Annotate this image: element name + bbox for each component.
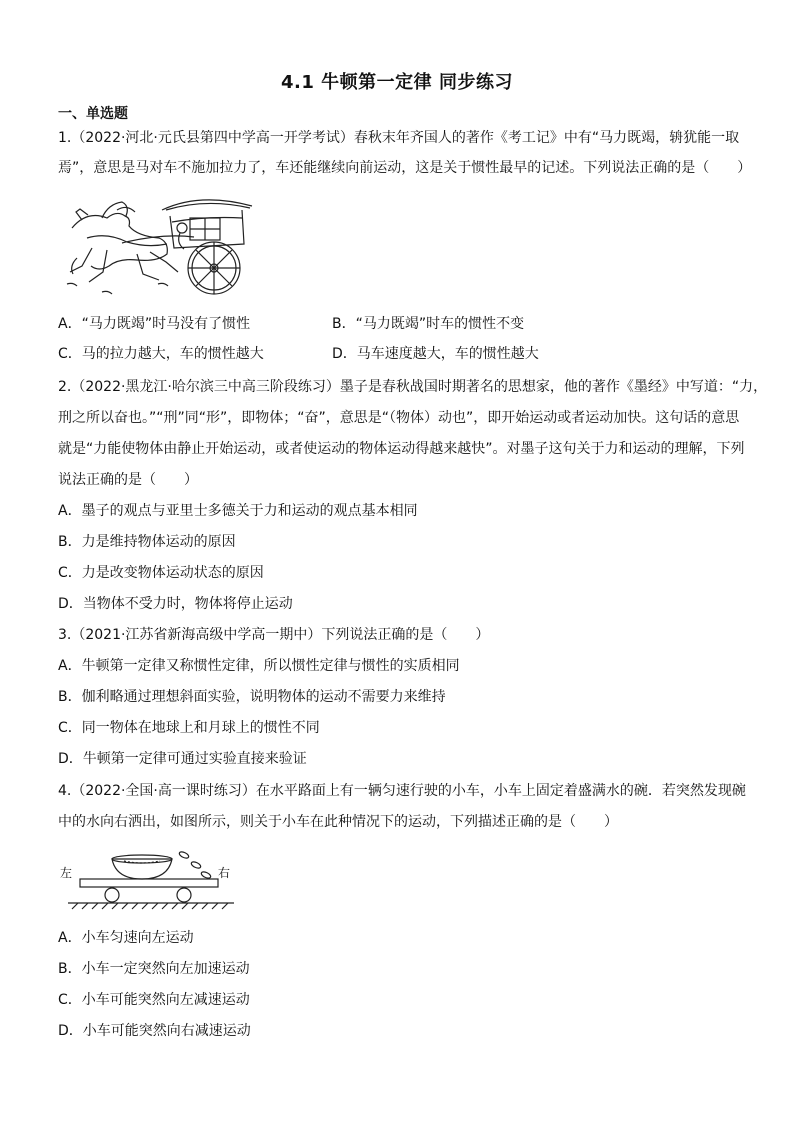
q1-option-c[interactable]: C．马的拉力越大，车的惯性越大 [58, 346, 264, 362]
horse-chariot-illustration [62, 188, 262, 300]
right-direction-label: 右 [218, 866, 231, 880]
q4-option-c[interactable]: C．小车可能突然向左减速运动 [58, 992, 250, 1008]
q1-stem-line-1: 1.（2022·河北·元氏县第四中学高一开学考试）春秋末年齐国人的著作《考工记》中有“马力既竭，辀犹能一取 [58, 130, 740, 146]
q2-stem-line-2: 刑之所以奋也。”“刑”同“形”，即物体；“奋”，意思是“（物体）动也”，即开始运动或者运动加快。这句话的意思 [58, 410, 740, 426]
q2-stem-line-1: 2.（2022·黑龙江·哈尔滨三中高三阶段练习）墨子是春秋战国时期著名的思想家，他的著作《墨经》中写道：“力， [58, 379, 768, 395]
q4-stem-line-2: 中的水向右洒出，如图所示，则关于小车在此种情况下的运动，下列描述正确的是（ ） [58, 814, 618, 830]
q2-option-b[interactable]: B．力是维持物体运动的原因 [58, 534, 236, 550]
q3-option-a[interactable]: A．牛顿第一定律又称惯性定律，所以惯性定律与惯性的实质相同 [58, 658, 460, 674]
q3-option-c[interactable]: C．同一物体在地球上和月球上的惯性不同 [58, 720, 320, 736]
q2-option-c[interactable]: C．力是改变物体运动状态的原因 [58, 565, 264, 581]
cart-bowl-diagram [58, 845, 238, 913]
q1-option-b[interactable]: B．“马力既竭”时车的惯性不变 [332, 316, 525, 332]
page-title: 4.1 牛顿第一定律 同步练习 [281, 72, 513, 93]
q2-option-d[interactable]: D．当物体不受力时，物体将停止运动 [58, 596, 293, 612]
q3-option-b[interactable]: B．伽利略通过理想斜面实验，说明物体的运动不需要力来维持 [58, 689, 446, 705]
q1-stem-line-2: 焉”，意思是马对车不施加拉力了，车还能继续向前运动，这是关于惯性最早的记述。下列说法正确的是（ ） [58, 160, 752, 176]
section-heading: 一、单选题 [58, 106, 128, 122]
q2-option-a[interactable]: A．墨子的观点与亚里士多德关于力和运动的观点基本相同 [58, 503, 418, 519]
q4-stem-line-1: 4.（2022·全国·高一课时练习）在水平路面上有一辆匀速行驶的小车，小车上固定着盛满水的碗．若突然发现碗 [58, 783, 746, 799]
q1-option-d[interactable]: D．马车速度越大，车的惯性越大 [332, 346, 539, 362]
left-direction-label: 左 [60, 866, 73, 880]
q3-option-d[interactable]: D．牛顿第一定律可通过实验直接来验证 [58, 751, 307, 767]
q4-option-a[interactable]: A．小车匀速向左运动 [58, 930, 194, 946]
q4-option-b[interactable]: B．小车一定突然向左加速运动 [58, 961, 250, 977]
q3-stem-line-1: 3.（2021·江苏省新海高级中学高一期中）下列说法正确的是（ ） [58, 627, 490, 643]
q4-option-d[interactable]: D．小车可能突然向右减速运动 [58, 1023, 251, 1039]
q2-stem-line-4: 说法正确的是（ ） [58, 472, 198, 488]
q1-option-a[interactable]: A．“马力既竭”时马没有了惯性 [58, 316, 251, 332]
q2-stem-line-3: 就是“力能使物体由静止开始运动，或者使运动的物体运动得越来越快”。对墨子这句关于力和运动的理解，下列 [58, 441, 745, 457]
